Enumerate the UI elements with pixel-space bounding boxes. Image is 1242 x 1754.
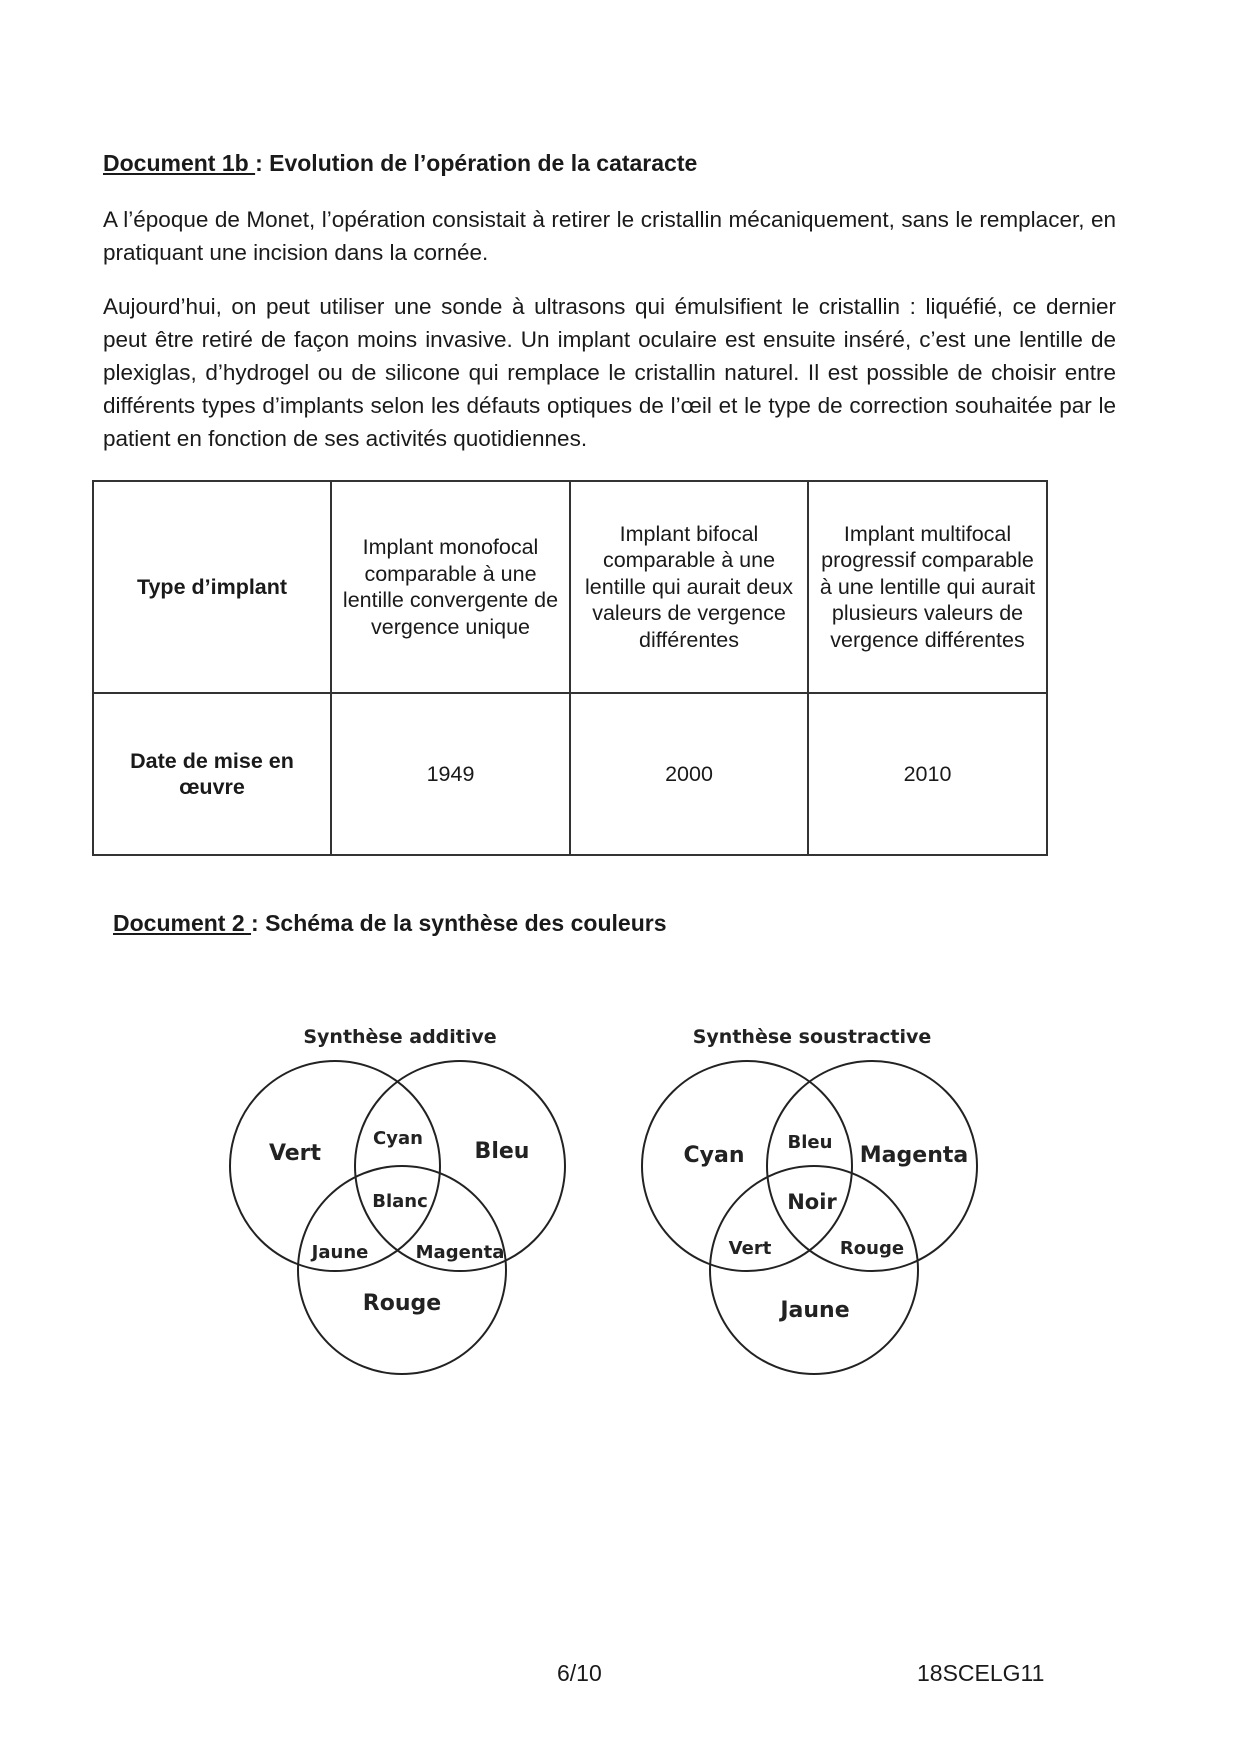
doc2-heading xyxy=(113,910,666,937)
label-jaune: Jaune xyxy=(311,1242,369,1263)
label-cyan: Cyan xyxy=(373,1128,423,1149)
subtractive-venn-diagram xyxy=(632,1010,992,1395)
type-header-cell: Type d’implant xyxy=(93,481,331,693)
label-rouge: Rouge xyxy=(362,1291,442,1316)
doc2-title: : Schéma de la synthèse des couleurs xyxy=(251,910,667,936)
blue-circle xyxy=(355,1061,565,1271)
label-noir: Noir xyxy=(787,1190,837,1214)
date-cell-bifocal: 2000 xyxy=(570,693,808,855)
subtractive-title: Synthèse soustractive xyxy=(692,1026,932,1048)
label-bleu: Bleu xyxy=(787,1132,833,1153)
page-number: 6/10 xyxy=(557,1660,602,1686)
label-magenta: Magenta xyxy=(415,1242,505,1263)
implant-table xyxy=(92,480,1048,856)
date-header-cell: Date de mise en œuvre xyxy=(93,693,331,855)
table-row xyxy=(93,693,1047,855)
document-code: 18SCELG11 xyxy=(917,1660,1045,1686)
label-cyan: Cyan xyxy=(683,1143,745,1168)
date-cell-monofocal: 1949 xyxy=(331,693,570,855)
type-cell-bifocal: Implant bifocal comparable à une lentille qui aurait deux valeurs de vergence différentes xyxy=(570,481,808,693)
label-vert: Vert xyxy=(728,1238,772,1259)
label-blanc: Blanc xyxy=(372,1191,428,1212)
type-cell-multifocal: Implant multifocal progressif comparable à une lentille qui aurait plusieurs valeurs de vergence différentes xyxy=(808,481,1047,693)
label-rouge: Rouge xyxy=(839,1238,905,1259)
label-vert: Vert xyxy=(268,1141,322,1166)
label-jaune: Jaune xyxy=(780,1298,850,1323)
table-row xyxy=(93,481,1047,693)
additive-title: Synthèse additive xyxy=(303,1026,497,1048)
doc1b-heading xyxy=(103,150,697,177)
date-cell-multifocal: 2010 xyxy=(808,693,1047,855)
doc1b-title: : Evolution de l’opération de la cataracte xyxy=(255,150,698,176)
doc1b-paragraph-1: A l’époque de Monet, l’opération consistait à retirer le cristallin mécaniquement, sans le remplacer, en pratiquant une incision dans la cornée. xyxy=(103,207,1116,265)
type-cell-monofocal: Implant monofocal comparable à une lentille convergente de vergence unique xyxy=(331,481,570,693)
doc1b-paragraph-2: Aujourd’hui, on peut utiliser une sonde à ultrasons qui émulsifient le cristallin : liquéfié, ce dernier peut être retiré de façon moins invasive. Un implant oculaire est ensuite inséré, c’est une lentille de plexiglas, d’hydrogel ou de silicone qui remplace le cristallin naturel. Il est possible de choisir entre différents types d’implants selon les défauts optiques de l’œil et le type de correction souhaitée par le patient en fonction de ses activités quotidiennes. xyxy=(103,294,1116,451)
additive-venn-diagram xyxy=(220,1010,580,1395)
label-bleu: Bleu xyxy=(474,1139,530,1164)
label-magenta: Magenta xyxy=(859,1143,969,1168)
doc1b-label: Document 1b xyxy=(103,150,256,176)
doc2-label: Document 2 xyxy=(113,910,252,936)
